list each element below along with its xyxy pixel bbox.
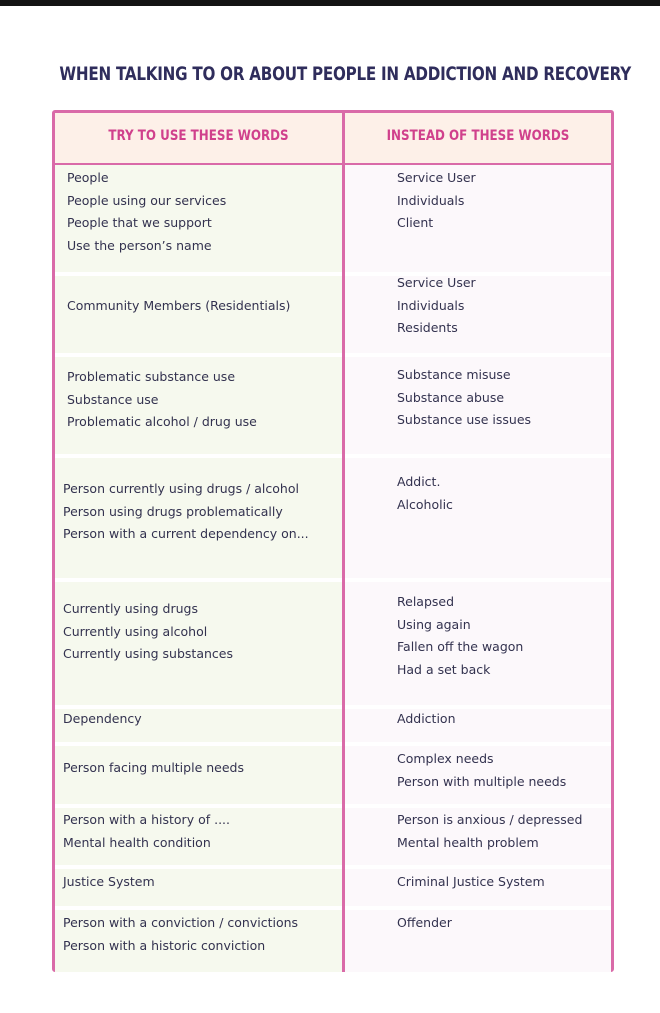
table-row [55,357,611,454]
use-word: Person with a conviction / convictions [63,915,299,930]
use-word: Person facing multiple needs [63,760,244,775]
table-row [55,709,611,742]
page-title: WHEN TALKING TO OR ABOUT PEOPLE IN ADDICTION AND RECOVERY [59,64,632,85]
instead-word: Had a set back [397,661,491,677]
use-word: Justice System [63,874,155,889]
use-word: Mental health condition [63,834,211,850]
use-words-cell [55,582,342,705]
instead-word: Offender [397,915,452,930]
instead-word: Individuals [397,297,465,313]
instead-words-cell [345,910,611,972]
instead-word: Criminal Justice System [397,874,545,889]
use-words-cell [55,869,342,906]
instead-word: Substance misuse [397,367,511,382]
instead-word: Addiction [397,711,456,726]
use-words-cell [55,458,342,578]
instead-word: Alcoholic [397,496,453,512]
instead-words-cell [345,582,611,705]
column-divider [342,113,345,969]
use-word: Community Members (Residentials) [67,298,291,313]
words-table [52,110,614,972]
instead-word: Client [397,215,434,230]
use-word: Person with a historic conviction [63,937,266,953]
instead-words-cell [345,458,611,578]
table-row [55,582,611,705]
instead-word: Service User [397,170,476,185]
use-words-cell [55,910,342,972]
instead-words-cell [345,709,611,742]
table-row [55,165,611,272]
use-words-cell [55,165,342,272]
use-word: Dependency [63,711,142,726]
instead-words-cell [345,746,611,804]
instead-word: Residents [397,320,458,335]
instead-word: Addict. [397,474,441,489]
use-word: Currently using alcohol [63,623,208,639]
header-instead-words: INSTEAD OF THESE WORDS [386,128,570,144]
top-bar [0,0,660,6]
use-words-cell [55,746,342,804]
header-use-words: TRY TO USE THESE WORDS [108,128,289,144]
table-row [55,808,611,865]
use-words-cell [55,276,342,353]
use-word: Person with a current dependency on... [63,526,309,541]
instead-words-cell [345,276,611,353]
use-words-cell [55,709,342,742]
use-word: Currently using substances [63,646,233,661]
use-word: People that we support [67,215,212,230]
instead-words-cell [345,165,611,272]
instead-word: Fallen off the wagon [397,639,524,654]
instead-words-cell [345,808,611,865]
use-word: Substance use [67,391,159,407]
instead-word: Substance abuse [397,389,505,405]
use-word: Person with a history of .... [63,812,230,827]
instead-word: Individuals [397,192,465,208]
instead-word: Substance use issues [397,412,532,427]
instead-word: Relapsed [397,594,455,609]
instead-words-cell [345,869,611,906]
instead-word: Person is anxious / depressed [397,812,583,827]
use-words-cell [55,357,342,454]
use-word: Person using drugs problematically [63,503,283,519]
table-row [55,276,611,353]
use-words-cell [55,808,342,865]
instead-word: Using again [397,616,471,632]
instead-word: Complex needs [397,751,494,766]
instead-word: Person with multiple needs [397,773,567,789]
use-word: People using our services [67,192,227,208]
use-word: Currently using drugs [63,601,198,616]
table-row [55,746,611,804]
use-word: Problematic alcohol / drug use [67,414,257,429]
use-word: People [67,170,109,185]
use-word: Person currently using drugs / alcohol [63,481,299,496]
instead-word: Service User [397,275,476,290]
instead-word: Mental health problem [397,834,539,850]
table-row [55,869,611,906]
table-header [55,113,611,166]
use-word: Problematic substance use [67,369,236,384]
use-word: Use the person’s name [67,237,212,253]
table-row [55,458,611,578]
table-row [55,910,611,972]
instead-words-cell [345,357,611,454]
